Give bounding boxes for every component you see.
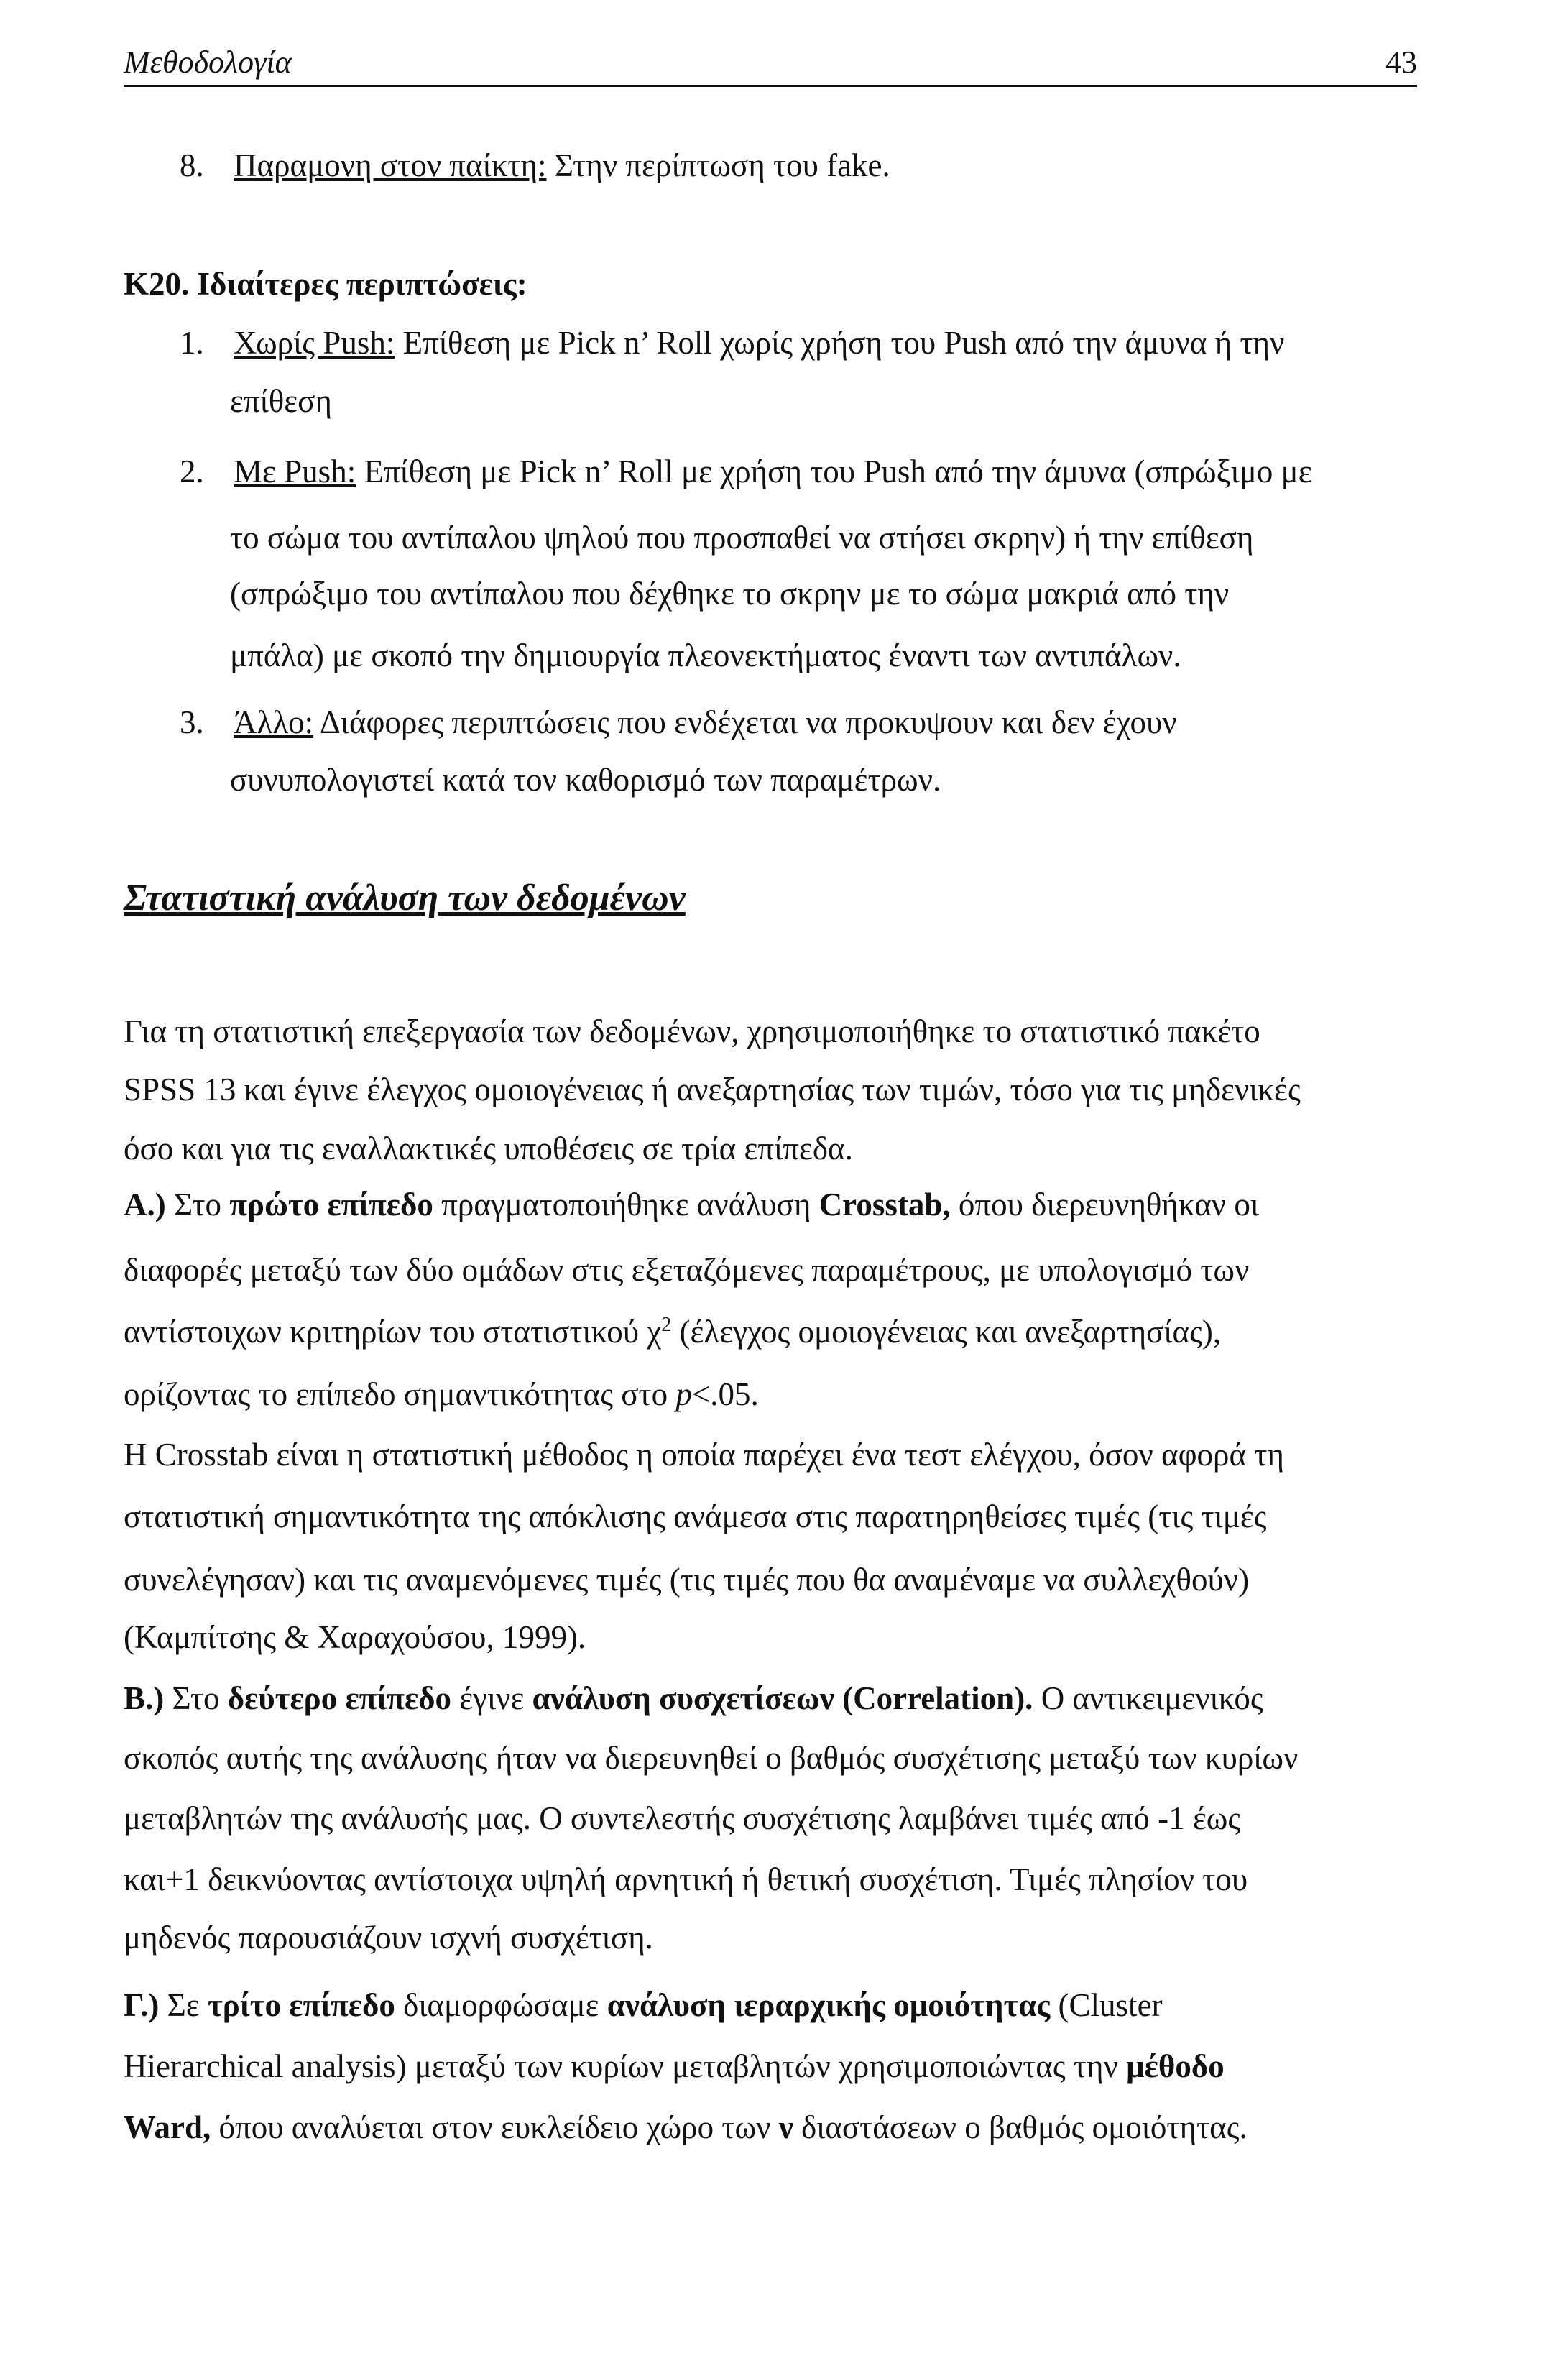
running-header	[124, 37, 1417, 87]
bold-term: ν	[778, 2109, 793, 2145]
item-label: Παραμονη στον παίκτη:	[234, 147, 547, 183]
paragraph-line: σκοπός αυτής της ανάλυσης ήταν να διερευνηθεί ο βαθμός συσχέτισης μεταξύ των κυρίων	[124, 1740, 1299, 1776]
text-run: Στο	[164, 1680, 228, 1716]
list-item	[180, 321, 1416, 364]
paragraph-line: μηδενός παρουσιάζουν ισχνή συσχέτιση.	[124, 1920, 653, 1956]
paragraph-line: όσο και για τις εναλλακτικές υποθέσεις σε τρία επίπεδα.	[124, 1130, 853, 1166]
text-run: διαστάσεων ο βαθμός ομοιότητας.	[793, 2109, 1248, 2145]
item-text: Διάφορες περιπτώσεις που ενδέχεται να προκυψουν και δεν έχουν	[313, 704, 1177, 740]
bold-term: μέθοδο	[1126, 2048, 1225, 2084]
list-item	[180, 144, 1416, 187]
paragraph-marker: Γ.)	[124, 1987, 160, 2023]
list-number: 3.	[180, 704, 204, 740]
section-subtitle: Κ20. Ιδιαίτερες περιπτώσεις:	[124, 266, 527, 302]
paragraph-line: SPSS 13 και έγινε έλεγχος ομοιογένειας ή ανεξαρτησίας των τιμών, τόσο για τις μηδενικές	[124, 1072, 1301, 1107]
text-run: όπου αναλύεται στον ευκλείδειο χώρο των	[211, 2109, 779, 2145]
item-text: μπάλα) με σκοπό την δημιουργία πλεονεκτήματος έναντι των αντιπάλων.	[230, 637, 1181, 673]
item-text: επίθεση	[230, 383, 332, 419]
page-number: 43	[1385, 45, 1417, 80]
paragraph-line	[124, 1373, 1417, 1416]
text-run: Στο	[165, 1187, 230, 1222]
text-run: Hierarchical analysis) μεταξύ των κυρίων μεταβλητών χρησιμοποιώντας την	[124, 2048, 1127, 2084]
item-text: συνυπολογιστεί κατά τον καθορισμό των παραμέτρων.	[230, 762, 941, 798]
paragraph-marker: Β.)	[124, 1680, 165, 1716]
running-title: Μεθοδολογία	[124, 45, 292, 80]
bold-term: δεύτερο επίπεδο	[227, 1680, 452, 1716]
paragraph-line: Για τη στατιστική επεξεργασία των δεδομένων, χρησιμοποιήθηκε το στατιστικό πακέτο	[124, 1013, 1260, 1049]
paragraph-line	[124, 1310, 1417, 1353]
p-symbol: p	[675, 1376, 692, 1412]
item-text: Επίθεση με Pick n’ Roll με χρήση του Push από την άμυνα (σπρώξιμο με	[356, 453, 1312, 489]
paragraph-line	[124, 2106, 1417, 2149]
paragraph-line: στατιστική σημαντικότητα της απόκλισης ανάμεσα στις παρατηρηθείσες τιμές (τις τιμές	[124, 1498, 1267, 1534]
paragraph-line	[124, 2045, 1417, 2088]
section-heading: Στατιστική ανάλυση των δεδομένων	[124, 878, 686, 918]
item-text: Στην περίπτωση του fake.	[546, 147, 890, 183]
bold-term: ανάλυση συσχετίσεων (Correlation).	[532, 1680, 1033, 1716]
superscript: 2	[661, 1314, 672, 1336]
text-run: (έλεγχος ομοιογένειας και ανεξαρτησίας),	[671, 1314, 1222, 1350]
paragraph-line: (Καμπίτσης & Χαραχούσου, 1999).	[124, 1619, 586, 1655]
item-text: (σπρώξιμο του αντίπαλου που δέχθηκε το σκρην με το σώμα μακριά από την	[230, 576, 1230, 612]
text-run: έγινε	[451, 1680, 532, 1716]
list-number: 8.	[180, 147, 204, 183]
text-run: αντίστοιχων κριτηρίων του στατιστικού χ	[124, 1314, 662, 1350]
item-label: Χωρίς Push:	[234, 325, 395, 361]
list-number: 2.	[180, 453, 204, 489]
paragraph-line	[124, 1677, 1417, 1720]
bold-term: πρώτο επίπεδο	[229, 1187, 433, 1222]
paragraph-line: μεταβλητών της ανάλυσής μας. Ο συντελεστής συσχέτισης λαμβάνει τιμές από -1 έως	[124, 1800, 1241, 1836]
list-item	[180, 450, 1416, 493]
paragraph-line: και+1 δεικνύοντας αντίστοιχα υψηλή αρνητική ή θετική συσχέτιση. Τιμές πλησίον του	[124, 1861, 1248, 1897]
text-run: Ο αντικειμενικός	[1033, 1680, 1263, 1716]
text-run: Σε	[159, 1987, 208, 2023]
bold-term: Crosstab,	[818, 1187, 951, 1222]
paragraph-line: Η Crosstab είναι η στατιστική μέθοδος η οποία παρέχει ένα τεστ ελέγχου, όσον αφορά τη	[124, 1437, 1284, 1473]
item-text: Επίθεση με Pick n’ Roll χωρίς χρήση του Push από την άμυνα ή την	[395, 325, 1285, 361]
bold-term: τρίτο επίπεδο	[208, 1987, 395, 2023]
list-item	[180, 701, 1416, 744]
bold-term: Ward,	[124, 2109, 211, 2145]
item-label: Με Push:	[234, 453, 356, 489]
text-run: <.05.	[691, 1376, 759, 1412]
text-run: όπου διερευνηθήκαν οι	[950, 1187, 1260, 1222]
text-run: πραγματοποιήθηκε ανάλυση	[433, 1187, 819, 1222]
bold-term: ανάλυση ιεραρχικής ομοιότητας	[607, 1987, 1051, 2023]
text-run: διαμορφώσαμε	[395, 1987, 607, 2023]
item-text: το σώμα του αντίπαλου ψηλού που προσπαθεί να στήσει σκρην) ή την επίθεση	[230, 520, 1254, 556]
paragraph-marker: Α.)	[124, 1187, 166, 1222]
paragraph-line	[124, 1984, 1417, 2027]
text-run: (Cluster	[1050, 1987, 1163, 2023]
paragraph-line	[124, 1183, 1417, 1226]
paragraph-line: συνελέγησαν) και τις αναμενόμενες τιμές (τις τιμές που θα αναμέναμε να συλλεχθούν)	[124, 1562, 1250, 1598]
item-label: Άλλο:	[234, 704, 314, 740]
text-run: ορίζοντας το επίπεδο σημαντικότητας στο	[124, 1376, 676, 1412]
paragraph-line: διαφορές μεταξύ των δύο ομάδων στις εξεταζόμενες παραμέτρους, με υπολογισμό των	[124, 1252, 1250, 1288]
list-number: 1.	[180, 325, 204, 361]
